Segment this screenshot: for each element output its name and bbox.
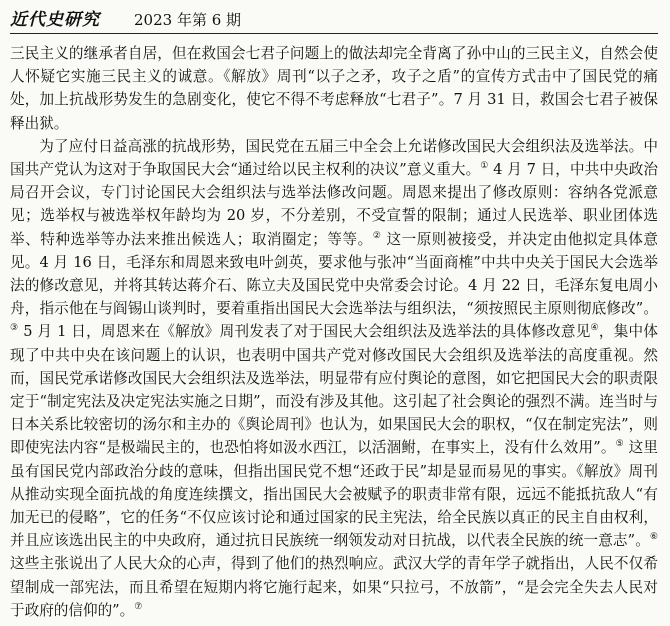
text-run: 三民主义的继承者自居，但在救国会七君子问题上的做法却完全背离了孙中山的三民主义，自然会使人怀疑它实施三民主义的诚意。《解放》周刊“以子之矛，攻子之盾”的宣传方式击中了国民党的痛处，加上抗战形势发生的急剧变化，使它不得不考虑释放“七君子”。7 月 31 日，救国会七君子被保释出狱。 [10, 45, 658, 132]
journal-title: 近代史研究 [10, 10, 100, 30]
header-rule [10, 33, 658, 34]
article-body [10, 42, 658, 622]
paragraph [10, 42, 658, 135]
footnote-marker[interactable]: ② [372, 230, 382, 241]
text-run: ，集中体现了中共中央在该问题上的认识，也表明中国共产党对修改国民大会组织及选举法的高度重视。然而，国民党承诺修改国民大会组织法及选举法，明显带有应付舆论的意图，如它把国民大会的职责限定于“制定宪法及决定宪法实施之日期”，而没有涉及其他。这引起了社会舆论的强烈不满。连当时与日本关系比较密切的汤尔和主办的《舆论周刊》也认为，如果国民大会的职权，“仅在制定宪法”，则即使宪法内容“是极端民主的，也恐怕将如汲水西江，以活涸鲋，在事实上，没有什么效用”。 [10, 323, 658, 457]
text-run: 这一原则被接受，并决定由他拟定具体意见。4 月 16 日，毛泽东和周恩来致电叶剑英，要求他与张冲“当面商榷”中共中央关于国民大会选举法的修改意见，并将其转达蒋介石、陈立夫及国民党中央常委会讨论。4 月 22 日，毛泽东复电周小舟，指示他在与阎锡山谈判时，要着重指出国民大会选举法与组织法，“须按照民主原则彻底修改”。 [10, 230, 658, 318]
footnote-marker[interactable]: ⑤ [615, 439, 624, 450]
text-run: 4 月 7 日，中共中央政治局召开会议，专门讨论国民大会组织法与选举法修改问题。周恩来提出了修改原则：容纳各党派意见；选举权与被选举权年龄均为 20 岁，不分差别，不受宣誓的限制；通过人民选举、职业团体选举、特种选举等办法来推出候选人；取消圈定；等等。 [10, 161, 658, 248]
footnote-marker[interactable]: ① [480, 161, 489, 172]
text-run: 这些主张说出了人民大众的心声，得到了他们的热烈响应。武汉大学的青年学子就指出，人民不仅希望制成一部宪法，而且希望在短期内将它施行起来，如果“只拉弓，不放箭”，“是会完全失去人民对于政府的信仰的”。 [10, 555, 658, 619]
text-run: 为了应付日益高涨的抗战形势，国民党在五届三中全会上允诺修改国民大会组织法及选举法。中国共产党认为这对于争取国民大会“通过给以民主权利的决议”意义重大。 [10, 137, 658, 179]
footnote-marker[interactable]: ⑥ [649, 532, 658, 543]
footnote-marker[interactable]: ④ [590, 323, 599, 334]
text-run: 这里虽有国民党内部政治分歧的意味，但指出国民党不想“还政于民”却是显而易见的事实。《解放》周刊从推动实现全面抗战的角度连续撰文，指出国民大会被赋予的职责非常有限，远远不能抵抗敌人“有加无已的侵略”，它的任务“不仅应该讨论和通过国家的民主宪法，给全民族以真正的民主自由权利，并且应该选出民主的中央政府，通过抗日民族统一纲领发动对日抗战，以代表全民族的统一意志”。 [10, 439, 658, 550]
issue-number: 2023 年第 6 期 [134, 11, 242, 29]
text-run: 5 月 1 日，周恩来在《解放》周刊发表了对于国民大会组织法及选举法的具体修改意见 [18, 323, 591, 341]
running-header [10, 6, 658, 30]
footnote-marker[interactable]: ⑦ [134, 602, 143, 613]
paragraph [10, 135, 658, 622]
footnote-marker[interactable]: ③ [10, 323, 19, 334]
